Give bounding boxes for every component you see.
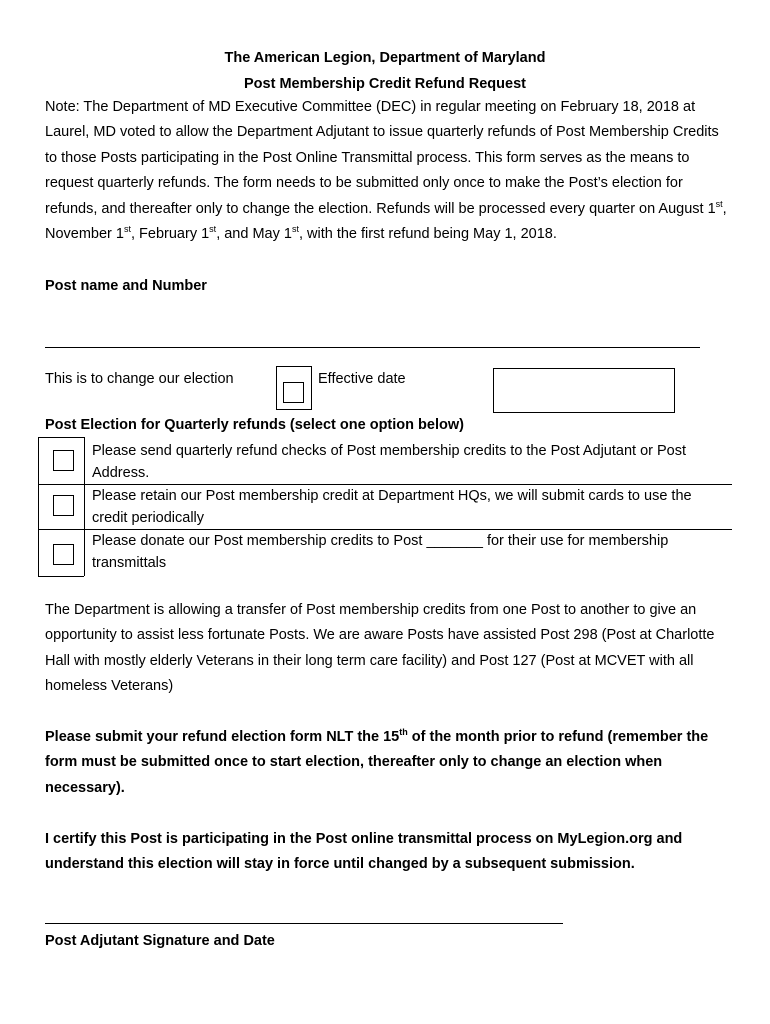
signature-input-line[interactable] — [45, 923, 563, 924]
option-refund-checks-text: Please send quarterly refund checks of Post membership credits to the Post Adjutant or Post Address. — [92, 443, 687, 481]
change-election-checkbox[interactable] — [283, 382, 304, 403]
options-table-border — [38, 576, 84, 577]
submit-text: of the month prior to refund (remember the form must be submitted once to start election, thereafter only to change an election when necessary). — [45, 729, 709, 796]
option-refund-checks-checkbox[interactable] — [53, 450, 74, 471]
option-retain-credit-text: Please retain our Post membership credit at Department HQs, we will submit cards to use the credit periodically — [92, 488, 692, 526]
post-name-input-line[interactable] — [45, 347, 700, 348]
effective-date-label: Effective date — [318, 371, 406, 387]
form-org-title: The American Legion, Department of Maryland — [224, 50, 546, 66]
option-donate-credit-text: Please donate our Post membership credits to Post _______ for their use for membership transmittals — [92, 533, 669, 571]
option-retain-credit-checkbox[interactable] — [53, 495, 74, 516]
note-paragraph — [45, 95, 730, 247]
form-title: Post Membership Credit Refund Request — [244, 76, 526, 92]
options-table-border — [84, 437, 85, 576]
note-sup: st — [291, 224, 299, 235]
post-name-label: Post name and Number — [45, 278, 207, 294]
note-text: , November 1 — [45, 200, 727, 243]
submit-sup: th — [399, 727, 408, 738]
signature-label: Post Adjutant Signature and Date — [45, 933, 275, 949]
effective-date-input[interactable] — [493, 368, 675, 413]
submit-deadline-paragraph — [45, 725, 730, 801]
option-donate-credit-checkbox[interactable] — [53, 544, 74, 565]
transfer-paragraph: The Department is allowing a transfer of Post membership credits from one Post to another to give an opportunity to assist less fortunate Posts. We are aware Posts have assisted Post 298 (Post at Charlotte Hall with mostly elderly Veterans in their long term care facility) and Post 127 (Post at MCVET with all homeless Veterans) — [45, 602, 715, 695]
note-text: , with the first refund being May 1, 2018. — [298, 226, 557, 243]
election-section-heading: Post Election for Quarterly refunds (select one option below) — [45, 417, 464, 433]
note-sup: st — [123, 224, 131, 235]
note-text: Note: The Department of MD Executive Committee (DEC) in regular meeting on February 18, 2018 at Laurel, MD voted to allow the Department Adjutant to issue quarterly refunds of Post Membership Credits to those Posts participating in the Post Online Transmittal process. This form serves as the means to request quarterly refunds. The form needs to be submitted only once to make the Post’s election for refunds, and thereafter only to change the election. Refunds will be processed every quarter on August 1 — [45, 99, 719, 217]
note-sup: st — [715, 198, 723, 209]
note-text: , and May 1 — [216, 226, 292, 243]
options-table-border — [38, 437, 84, 438]
certification-paragraph: I certify this Post is participating in the Post online transmittal process on MyLegion.org and understand this election will stay in force until changed by a subsequent submission. — [45, 831, 683, 873]
note-text: , February 1 — [131, 226, 210, 243]
note-sup: st — [209, 224, 217, 235]
submit-text: Please submit your refund election form NLT the 15 — [45, 729, 400, 745]
options-table-border — [38, 437, 39, 576]
change-election-label: This is to change our election — [45, 371, 234, 387]
